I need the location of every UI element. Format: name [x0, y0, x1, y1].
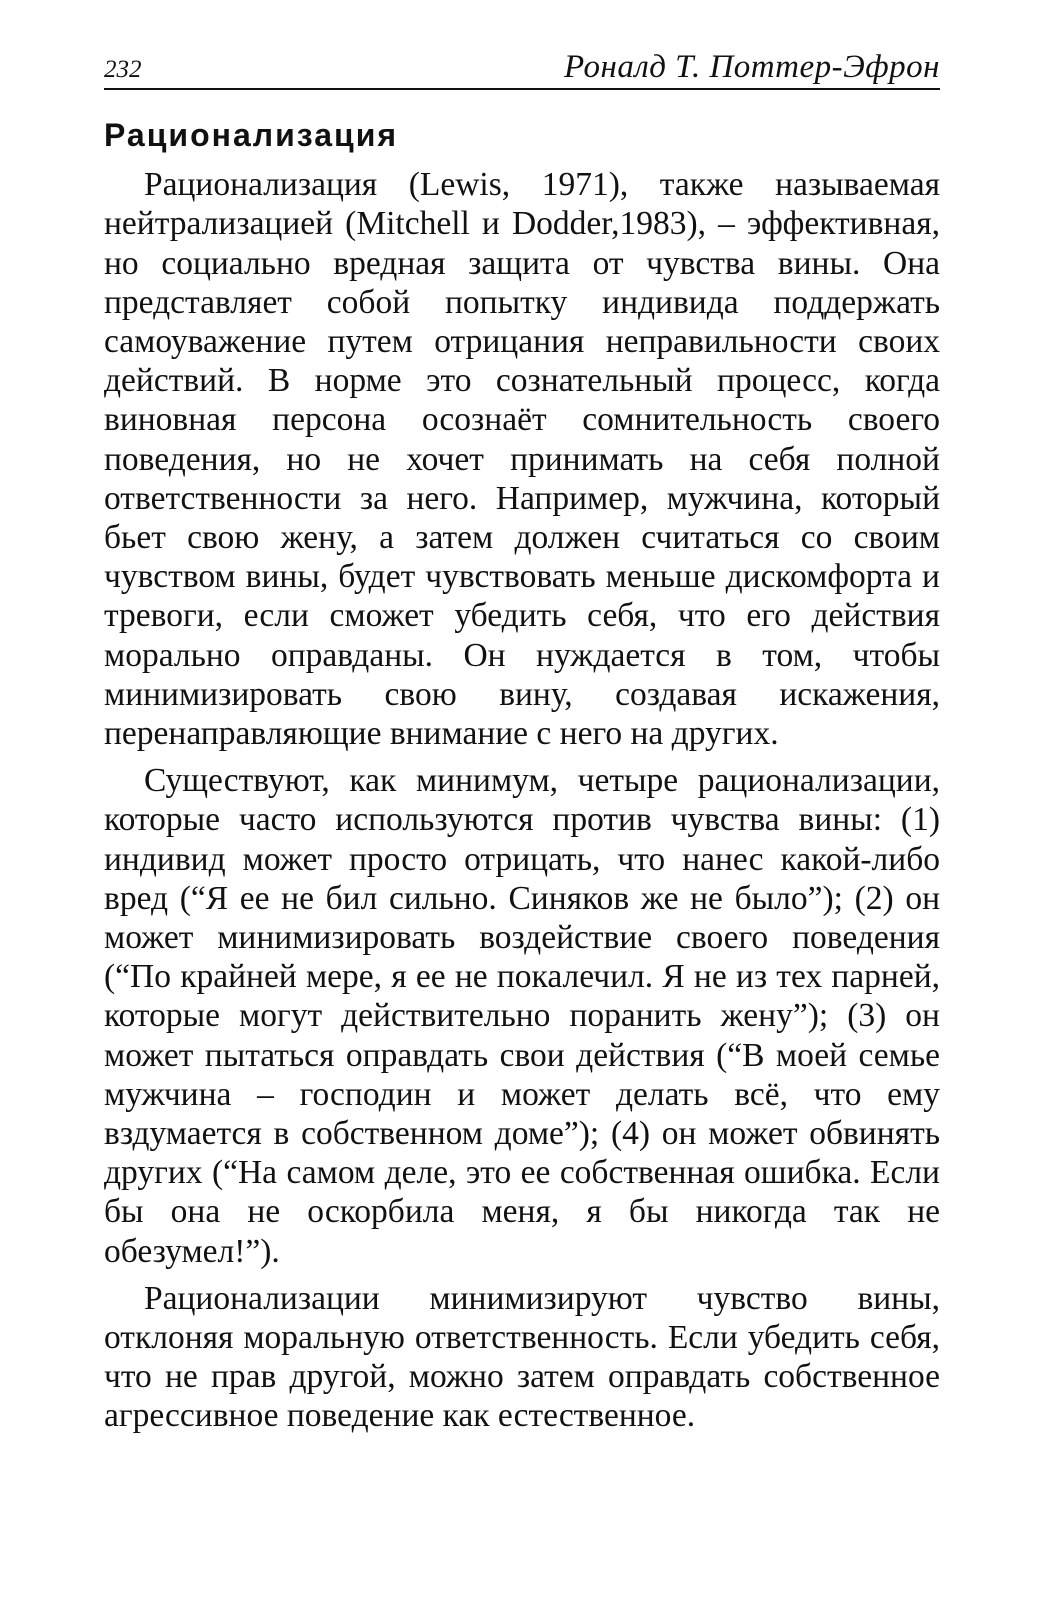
page-number: 232 — [104, 56, 142, 83]
running-head-author: Роналд Т. Поттер-Эфрон — [564, 49, 940, 85]
paragraph-3: Рационализации минимизируют чувство вины, отклоняя моральную ответственность. Если убедить себя, что не прав другой, можно затем оправдать собственное агрессивное поведение как естественное. — [104, 1279, 940, 1435]
paragraph-1: Рационализация (Lewis, 1971), также называемая нейтрализацией (Mitchell и Dodder,1983), – эффективная, но социально вредная защита от чувства вины. Она представляет собой попытку индивида поддержать самоуважение путем отрицания неправильности своих действий. В норме это сознательный процесс, когда виновная персона осознаёт сомнительность своего поведения, но не хочет принимать на себя полной ответственности за него. Например, мужчина, который бьет свою жену, а затем должен считаться со своим чувством вины, будет чувствовать меньше дискомфорта и тревоги, если сможет убедить себя, что его действия морально оправданы. Он нуждается в том, чтобы минимизировать свою вину, создавая искажения, перенаправляющие внимание с него на других. — [104, 166, 940, 753]
section-heading: Рационализация — [104, 117, 399, 153]
book-page — [104, 30, 940, 1444]
paragraph-2: Существуют, как минимум, четыре рационализации, которые часто используются против чувства вины: (1) индивид может просто отрицать, что нанес какой-либо вред (“Я ее не бил сильно. Синяков же не было”); (2) он может минимизировать воздействие своего поведения (“По крайней мере, я ее не покалечил. Я не из тех парней, которые могут действительно поранить жену”); (3) он может пытаться оправдать свои действия (“В моей семье мужчина – господин и может делать всё, что ему вздумается в собственном доме”); (4) он может обвинять других (“На самом деле, это ее собственная ошибка. Если бы она не оскорбила меня, я бы никогда так не обезумел!”). — [104, 762, 940, 1270]
running-header — [104, 30, 940, 90]
